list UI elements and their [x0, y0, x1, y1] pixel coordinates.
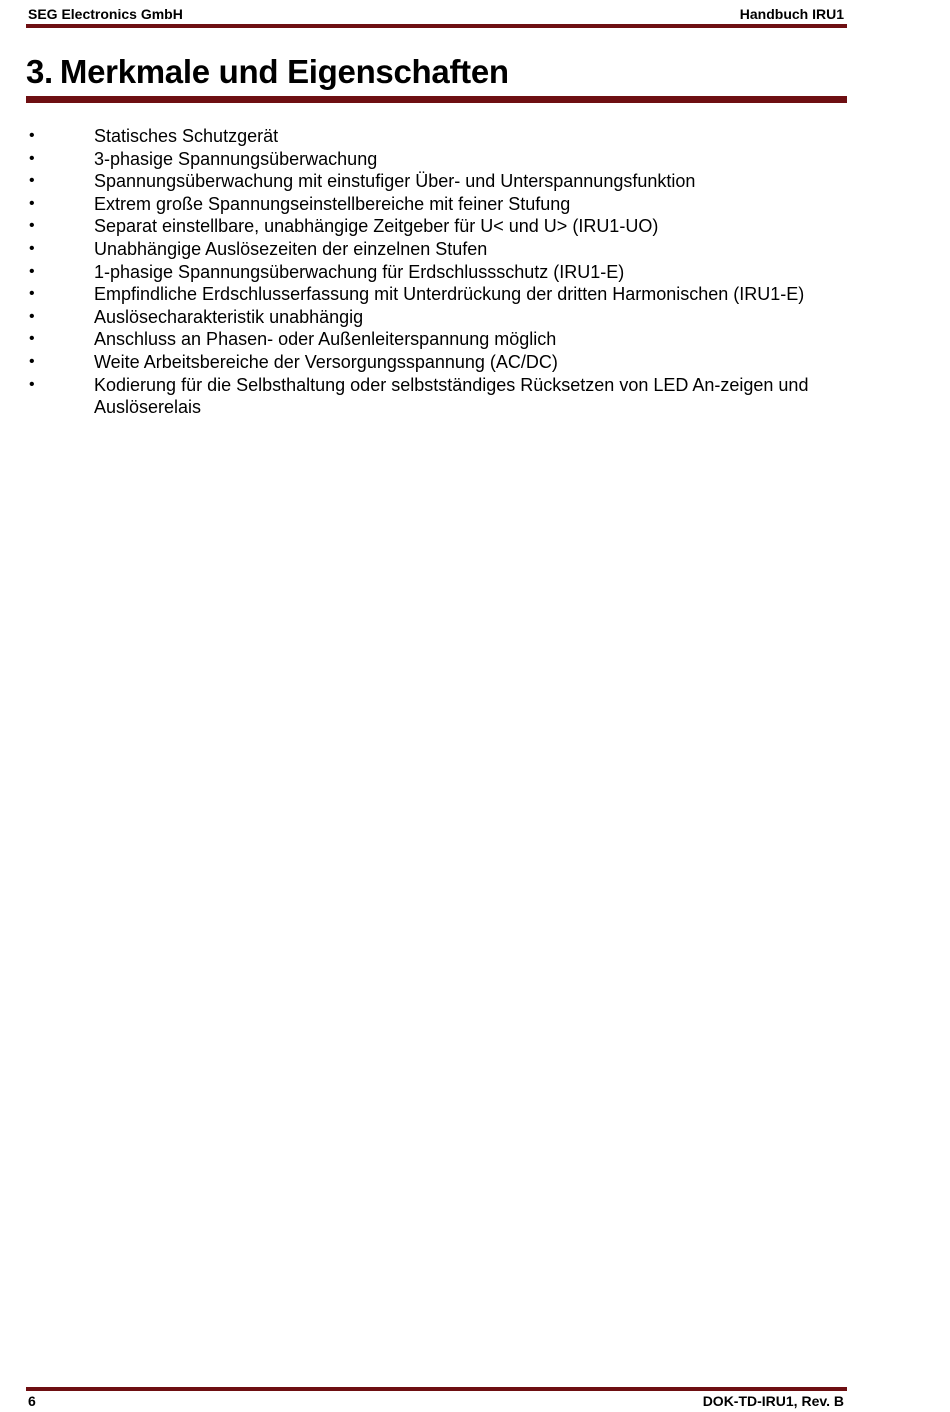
- list-item: [0, 170, 850, 193]
- bullet-icon: •: [29, 217, 35, 235]
- bullet-icon: •: [29, 375, 35, 393]
- list-item: [0, 306, 850, 329]
- list-item-text: Separat einstellbare, unabhängige Zeitgeber für U< und U> (IRU1-UO): [94, 216, 659, 237]
- list-item: [0, 328, 850, 351]
- list-item: [0, 193, 850, 216]
- list-item: [0, 283, 850, 306]
- list-item-text: Anschluss an Phasen- oder Außenleiterspannung möglich: [94, 329, 557, 350]
- list-item-text: Weite Arbeitsbereiche der Versorgungsspannung (AC/DC): [94, 351, 558, 372]
- bullet-icon: •: [29, 330, 35, 348]
- footer-divider: [26, 1387, 847, 1391]
- document-id: DOK-TD-IRU1, Rev. B: [702, 1393, 844, 1409]
- title-divider: [26, 96, 847, 103]
- list-item: [0, 374, 850, 419]
- bullet-icon: •: [29, 262, 35, 280]
- list-item: [0, 125, 850, 148]
- page-footer: [28, 1393, 847, 1411]
- list-item: [0, 148, 850, 171]
- list-item-text: 3-phasige Spannungsüberwachung: [94, 148, 378, 169]
- list-item-text: Spannungsüberwachung mit einstufiger Über- und Unterspannungsfunktion: [94, 171, 696, 192]
- list-item-text: Unabhängige Auslösezeiten der einzelnen Stufen: [94, 238, 488, 259]
- page-header: [28, 6, 847, 24]
- list-item-text: Auslösecharakteristik unabhängig: [94, 306, 364, 327]
- list-item-text: Kodierung für die Selbsthaltung oder selbstständiges Rücksetzen von LED An-zeigen und Auslöserelais: [94, 374, 809, 418]
- bullet-icon: •: [29, 352, 35, 370]
- list-item-text: 1-phasige Spannungsüberwachung für Erdschlussschutz (IRU1-E): [94, 261, 625, 282]
- bullet-icon: •: [29, 127, 35, 144]
- bullet-icon: •: [29, 307, 35, 325]
- list-item-text: Empfindliche Erdschlusserfassung mit Unterdrückung der dritten Harmonischen (IRU1-E): [94, 284, 805, 305]
- list-item: [0, 261, 850, 284]
- list-item-text: Extrem große Spannungseinstellbereiche mit feiner Stufung: [94, 193, 571, 214]
- header-divider: [26, 24, 847, 28]
- bullet-icon: •: [29, 285, 35, 303]
- list-item: [0, 238, 850, 261]
- bullet-icon: •: [29, 172, 35, 190]
- list-item: [0, 351, 850, 374]
- page-number: 6: [28, 1393, 36, 1409]
- bullet-icon: •: [29, 239, 35, 257]
- header-company: SEG Electronics GmbH: [28, 6, 183, 22]
- chapter-heading: [26, 53, 509, 91]
- list-item: [0, 215, 850, 238]
- header-manual-title: Handbuch IRU1: [739, 6, 844, 22]
- chapter-number: 3.: [26, 53, 53, 90]
- bullet-icon: •: [29, 149, 35, 167]
- bullet-icon: •: [29, 194, 35, 212]
- feature-list: [0, 125, 850, 419]
- chapter-title: Merkmale und Eigenschaften: [59, 53, 509, 90]
- list-item-text: Statisches Schutzgerät: [94, 126, 279, 146]
